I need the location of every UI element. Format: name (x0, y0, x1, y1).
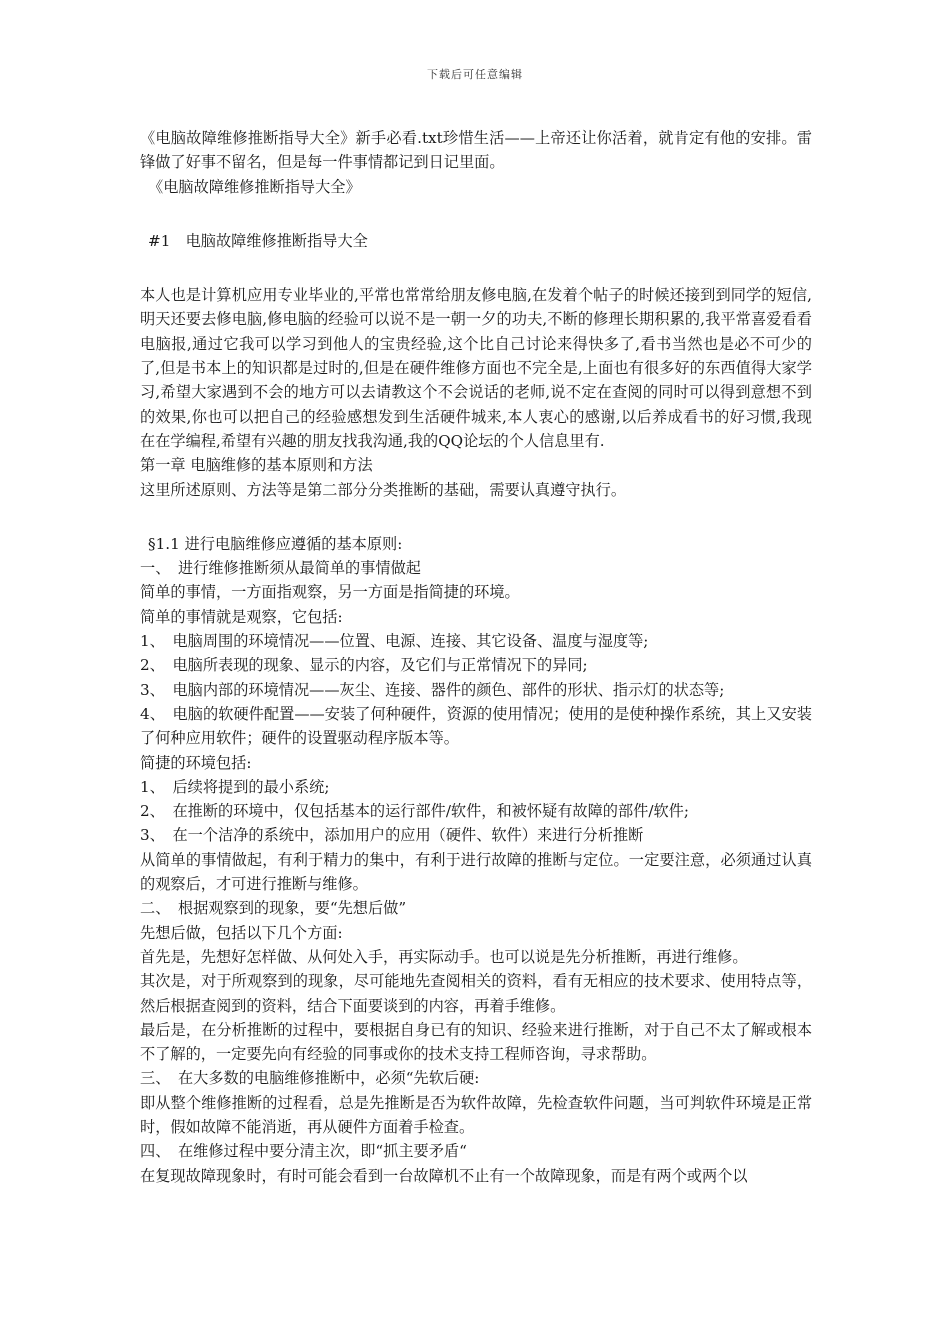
document-subtitle: 《电脑故障维修推断指导大全》 (148, 177, 361, 196)
chapter-title: 第一章 电脑维修的基本原则和方法 (140, 456, 373, 475)
spacer (140, 253, 812, 283)
body-line: 最后是，在分析推断的过程中，要根据自身已有的知识、经验来进行推断，对于自己不太了解或根本不了解的，一定要先向有经验的同事或你的技术支持工程师咨询，寻求帮助。 (140, 1020, 812, 1064)
chapter-description: 这里所述原则、方法等是第二部分分类推断的基础，需要认真遵守执行。 (140, 480, 626, 499)
body-line: 二、 根据观察到的现象，要“先想后做” (140, 899, 407, 918)
body-line: 首先是，先想好怎样做、从何处入手，再实际动手。也可以说是先分析推断，再进行维修。 (140, 947, 748, 966)
post-heading: #1 电脑故障维修推断指导大全 (148, 231, 368, 250)
body-line: 简捷的环境包括: (140, 753, 252, 772)
body-line: 1、 电脑周围的环境情况——位置、电源、连接、其它设备、温度与湿度等; (140, 632, 649, 651)
intro-paragraph: 《电脑故障维修推断指导大全》新手必看.txt珍惜生活——上帝还让你活着，就肯定有他的安排。雷锋做了好事不留名，但是每一件事情都记到日记里面。 (140, 129, 812, 172)
body-line: 4、 电脑的软硬件配置——安装了何种硬件，资源的使用情况；使用的是使种操作系统，其上又安装了何种应用软件；硬件的设置驱动程序版本等。 (140, 704, 812, 748)
body-line: 一、 进行维修推断须从最简单的事情做起 (140, 559, 421, 578)
page-header-note: 下载后可任意编辑 (427, 68, 523, 81)
body-line: 三、 在大多数的电脑维修推断中，必须“先软后硬: (140, 1069, 480, 1088)
author-paragraph: 本人也是计算机应用专业毕业的,平常也常常给朋友修电脑,在发着个帖子的时候还接到到同学的短信,明天还要去修电脑,修电脑的经验可以说不是一朝一夕的功夫,不断的修理长期积累的,我平常喜爱看看电脑报,通过它我可以学习到他人的宝贵经验,这个比自己讨论来得快多了,看书当然也是必不可少的了,但是书本上的知识都是过时的,但是在硬件维修方面也不完全是,上面也有很多好的东西值得大家学习,希望大家遇到不会的地方可以去请教这个不会说话的老师,说不定在查阅的同时可以得到意想不到的效果,你也可以把自己的经验感想发到生活硬件城来,本人衷心的感谢,以后养成看书的好习惯,我现在在学编程,希望有兴趣的朋友找我沟通,我的QQ论坛的个人信息里有. (140, 286, 812, 450)
body-line: 2、 在推断的环境中，仅包括基本的运行部件/软件，和被怀疑有故障的部件/软件; (140, 802, 689, 821)
body-line: 先想后做，包括以下几个方面: (140, 923, 343, 942)
spacer (140, 199, 812, 229)
body-line: 即从整个维修推断的过程看，总是先推断是否为软件故障，先检查软件问题，当可判软件环境是正常时，假如故障不能消逝，再从硬件方面着手检查。 (140, 1093, 812, 1136)
body-line: 1、 后续将提到的最小系统; (140, 777, 330, 796)
body-line: 在复现故障现象时，有时可能会看到一台故障机不止有一个故障现象，而是有两个或两个以 (140, 1166, 748, 1185)
body-line: 简单的事情，一方面指观察，另一方面是指简捷的环境。 (140, 583, 520, 602)
body-line: 简单的事情就是观察，它包括: (140, 607, 343, 626)
body-line: 从简单的事情做起，有利于精力的集中，有利于进行故障的推断与定位。一定要注意，必须通过认真的观察后，才可进行推断与维修。 (140, 850, 812, 894)
body-line: 其次是，对于所观察到的现象，尽可能地先查阅相关的资料，看有无相应的技术要求、使用特点等，然后根据查阅到的资料，结合下面要谈到的内容，再着手维修。 (140, 972, 812, 1015)
section-title: §1.1 进行电脑维修应遵循的基本原则: (148, 534, 403, 553)
body-line: 2、 电脑所表现的现象、显示的内容，及它们与正常情况下的异同; (140, 656, 588, 675)
body-line: 四、 在维修过程中要分清主次，即“抓主要矛盾“ (140, 1142, 467, 1161)
body-line: 3、 电脑内部的环境情况——灰尘、连接、器件的颜色、部件的形状、指示灯的状态等; (140, 680, 725, 699)
body-line: 3、 在一个洁净的系统中，添加用户的应用（硬件、软件）来进行分析推断 (140, 826, 644, 845)
spacer (140, 502, 812, 532)
document-body (140, 126, 812, 1188)
